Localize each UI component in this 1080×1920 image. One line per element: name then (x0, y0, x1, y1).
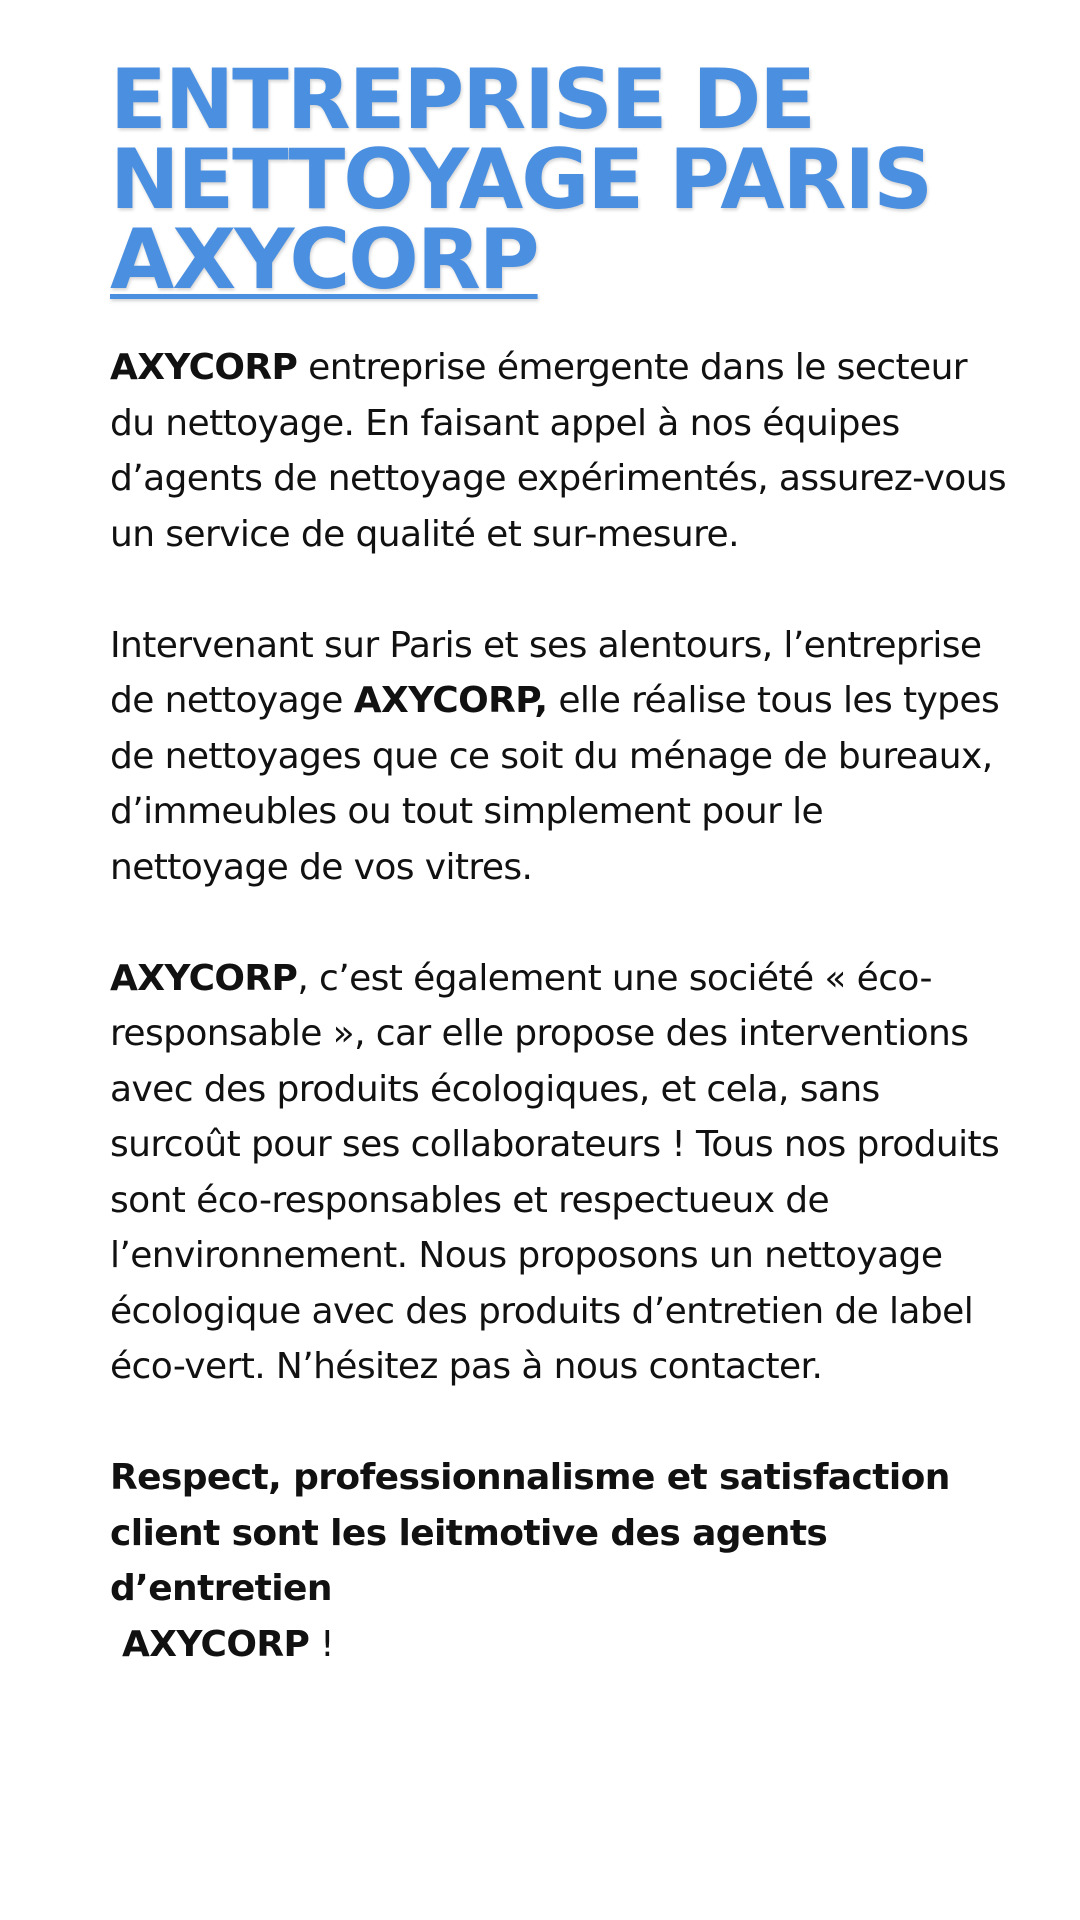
paragraph-eco-text: , c’est également une société « éco-responsable », car elle propose des interventions avec des produits écologiques, et cela, sans surcoût pour ses collaborateurs ! Tous nos produits sont éco-responsables et respectueux de l’environnement. Nous proposons un nettoyage écologique avec des produits d’entretien de label éco-vert. N’hésitez pas à nous contacter. (110, 957, 1000, 1387)
title-line-2: NETTOYAGE PARIS (110, 131, 932, 228)
brand-name: AXYCORP (110, 957, 298, 999)
brand-name: AXYCORP, (353, 680, 548, 721)
closing-text: Respect, professionnalisme et satisfaction client sont les leitmotive des agents d’entretien (110, 1457, 950, 1609)
closing-exclamation: ! (309, 1623, 334, 1665)
title-line-1: ENTREPRISE DE (110, 51, 814, 148)
closing-statement (110, 1450, 1010, 1672)
paragraph-intro (110, 340, 1010, 562)
brand-name: AXYCORP (110, 347, 298, 388)
title-link-axycorp[interactable]: AXYCORP (110, 211, 538, 308)
brand-name: AXYCORP (121, 1623, 310, 1665)
paragraph-eco (110, 951, 1010, 1395)
paragraph-services-text-before: Intervenant sur Paris et ses alentours, l’entreprise de nettoyage (110, 624, 982, 721)
paragraph-services (110, 618, 1010, 896)
paragraph-services-text-after: elle réalise tous les types de nettoyages que ce soit du ménage de bureaux, d’immeubles ou tout simplement pour le nettoyage de vos vitres. (110, 680, 1000, 888)
paragraph-intro-text: entreprise émergente dans le secteur du nettoyage. En faisant appel à nos équipes d’agents de nettoyage expérimentés, assurez-vous un service de qualité et sur-mesure. (110, 347, 1007, 555)
page-content (110, 51, 1010, 1672)
body-text (110, 340, 1010, 1672)
page-title (110, 51, 1010, 308)
